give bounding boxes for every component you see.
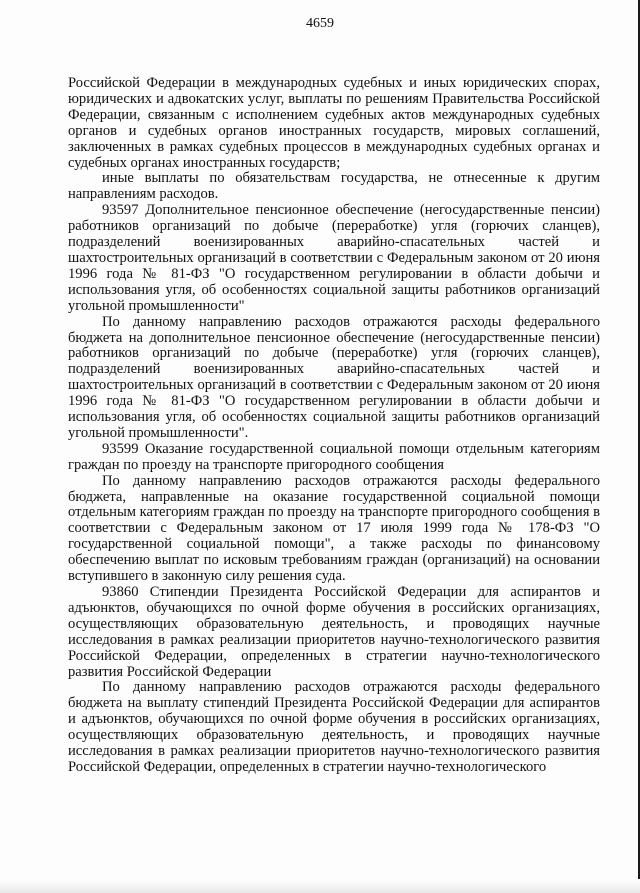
paragraph-5: 93599 Оказание государственной социальной помощи отдельным категориям граждан по проезду на транспорте пригородного сообщения <box>68 440 600 473</box>
paragraph-3: 93597 Дополнительное пенсионное обеспечение (негосударственные пенсии) работников организаций по добыче (переработке) угля (горючих сланцев), подразделений военизированных аварийно-спасательных частей и шахтостроительных организаций в соответствии с Федеральным законом от 20 июня 1996 года № 81-ФЗ "О государственном регулировании в области добычи и использования угля, об особенностях социальной защиты работников организаций угольной промышленности" <box>68 202 600 314</box>
paragraph-8: По данному направлению расходов отражаются расходы федерального бюджета на выплату стипендий Президента Российской Федерации для аспирантов и адъюнктов, обучающихся по очной форме обучения в российских организациях, осуществляющих образовательную деятельность, и проводящих научные исследования в рамках реализации приоритетов научно-технологического развития Российской Федерации, определенных в стратегии научно-технологического <box>68 679 600 775</box>
page-number: 4659 <box>306 16 334 31</box>
paragraph-4: По данному направлению расходов отражаются расходы федерального бюджета на дополнительное пенсионное обеспечение (негосударственные пенсии) работников организаций по добыче (переработке) угля (горючих сланцев), подразделений военизированных аварийно-спасательных частей и шахтостроительных организаций в соответствии с Федеральным законом от 20 июня 1996 года № 81-ФЗ "О государственном регулировании в области добычи и использования угля, об особенностях социальной защиты работников организаций угольной промышленности". <box>68 313 600 441</box>
paragraph-1: Российской Федерации в международных судебных и иных юридических спорах, юридических и адвокатских услуг, выплаты по решениям Правительства Российской Федерации, связанным с исполнением судебных актов международных судебных органов и судебных органов иностранных государств, мировых соглашений, заключенных в рамках судебных процессов в международных судебных органах и судебных органах иностранных государств; <box>68 75 600 171</box>
scan-bottom-edge <box>0 879 640 893</box>
paragraph-6: По данному направлению расходов отражаются расходы федерального бюджета, направленные на оказание государственной социальной помощи отдельным категориям граждан по проезду на транспорте пригородного сообщения в соответствии с Федеральным законом от 17 июля 1999 года № 178-ФЗ "О государственной социальной помощи", а также расходы по финансовому обеспечению выплат по исковым требованиям граждан (организаций) на основании вступившего в законную силу решения суда. <box>68 472 600 585</box>
paragraph-7: 93860 Стипендии Президента Российской Федерации для аспирантов и адъюнктов, обучающихся по очной форме обучения в российских организациях, осуществляющих образовательную деятельность, и проводящих научные исследования в рамках реализации приоритетов научно-технологического развития Российской Федерации, определенных в стратегии научно-технологического развития Российской Федерации <box>68 584 600 680</box>
body-text <box>68 76 600 776</box>
paragraph-2: иные выплаты по обязательствам государства, не отнесенные к другим направлениям расходов. <box>68 170 600 203</box>
